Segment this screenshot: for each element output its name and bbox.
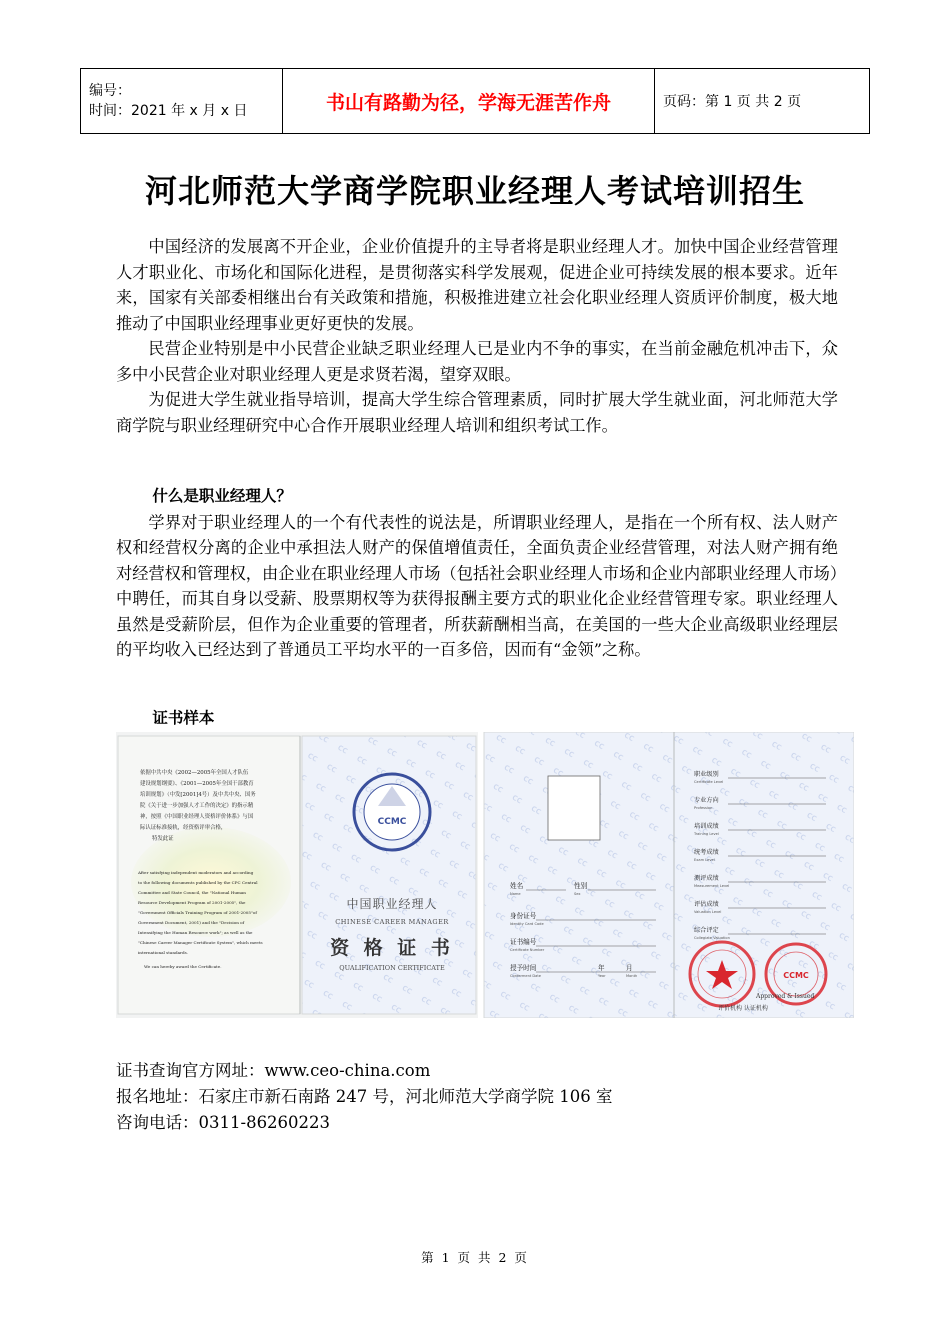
svg-text:Training Level: Training Level xyxy=(694,832,719,836)
left-en-line: Resource Development Program of 2001-2005", the xyxy=(138,900,246,905)
svg-text:Certificate Level: Certificate Level xyxy=(694,780,724,784)
cover-title-cn: 资 格 证 书 xyxy=(330,937,454,959)
left-en-line: international standards. xyxy=(138,950,189,955)
what-section xyxy=(116,484,838,663)
svg-text:Measurement Level: Measurement Level xyxy=(694,884,730,888)
certificate-svg xyxy=(116,732,854,1018)
svg-text:职业级别: 职业级别 xyxy=(694,771,719,778)
svg-text:培训成绩: 培训成绩 xyxy=(694,823,719,830)
svg-text:Collegiate Valuation: Collegiate Valuation xyxy=(694,936,730,940)
svg-text:Sex: Sex xyxy=(574,892,581,896)
number-label: 编号： xyxy=(89,83,131,99)
certificate-heading: 证书样本 xyxy=(152,709,215,727)
svg-text:Identity Card Code: Identity Card Code xyxy=(510,922,544,926)
what-heading: 什么是职业经理人？ xyxy=(152,487,292,505)
svg-text:Year: Year xyxy=(598,974,606,978)
contact-section xyxy=(116,1058,612,1136)
left-en-line: to the following documents published by the CPC Central xyxy=(138,880,258,885)
left-en-line: "Chinese Career Manager Certificate System", which meets xyxy=(138,940,263,945)
intro-paragraph-3: 为促进大学生就业指导培训，提高大学生综合管理素质，同时扩展大学生就业面，河北师范大学商学院与职业经理研究中心合作开展职业经理人培训和组织考试工作。 xyxy=(116,390,838,435)
field-id-label: 身份证号 xyxy=(510,912,537,920)
left-cn-line: 特发此证 xyxy=(152,836,174,842)
field-name-label: 姓名 xyxy=(510,882,524,890)
time-label: 时间：2021 年 x 月 x 日 xyxy=(89,103,248,119)
cover-title-en: QUALIFICATION CERTIFICATE xyxy=(339,964,445,972)
phone-line: 咨询电话：0311-86260223 xyxy=(116,1113,331,1132)
ccmc-logo-icon xyxy=(354,774,430,850)
intro-section xyxy=(116,234,838,438)
approved-label: Approved & Issued xyxy=(756,993,815,1000)
svg-text:Valuation Level: Valuation Level xyxy=(694,910,722,914)
cover-cn: 中国职业经理人 xyxy=(346,897,438,911)
left-cn-line: 际认证标准接轨，经资格评审合格， xyxy=(140,825,227,831)
svg-text:Month: Month xyxy=(626,974,638,978)
field-year-label: 年 xyxy=(598,964,605,972)
svg-text:Conferment Date: Conferment Date xyxy=(510,974,542,978)
logo-text: CCMC xyxy=(377,817,407,827)
certificate-heading-wrap xyxy=(116,706,838,732)
svg-text:综合评定: 综合评定 xyxy=(694,927,719,934)
header-meta xyxy=(81,69,283,134)
svg-text:Exam Level: Exam Level xyxy=(694,858,715,862)
svg-text:Certificate Number: Certificate Number xyxy=(510,948,545,952)
svg-text:Profession: Profession xyxy=(694,806,713,810)
address-line: 报名地址：石家庄市新石南路 247 号，河北师范大学商学院 106 室 xyxy=(116,1087,613,1106)
field-month-label: 月 xyxy=(626,964,633,972)
left-en-line: Intensifying the Human Resource work"; as well as the xyxy=(138,930,253,935)
motto: 书山有路勤为径，学海无涯苦作舟 xyxy=(283,69,655,134)
svg-text:CCMC: CCMC xyxy=(783,971,809,980)
left-cn-line: 建设规划纲要》、《2001—2005年全国干部教育 xyxy=(140,781,254,787)
left-cn-line: 神，按照《中国职业经理人资格评价体系》与国 xyxy=(140,814,254,820)
svg-text:测评成绩: 测评成绩 xyxy=(694,875,719,882)
page-title: 河北师范大学商学院职业经理人考试培训招生 xyxy=(144,172,805,210)
field-sex-label: 性别 xyxy=(574,882,588,890)
svg-text:统考成绩: 统考成绩 xyxy=(694,849,719,856)
left-cn-line: 依据中共中央《2002—2005年全国人才队伍 xyxy=(140,770,249,776)
left-en-line: Government Document, 2001) and the "Decision of xyxy=(138,920,245,925)
field-date-label: 授予时间 xyxy=(510,964,537,972)
page-label: 页码：第 1 页 共 2 页 xyxy=(655,69,870,134)
photo-frame xyxy=(548,776,600,840)
svg-text:Name: Name xyxy=(510,892,521,896)
left-cn-line: 院《关于进一步加强人才工作的决定》的指示精 xyxy=(140,803,254,809)
left-en-line: "Government Officials Training Program of 2001-2005"of xyxy=(138,910,257,915)
issuers-label: 评价机构 认证机构 xyxy=(718,1005,768,1012)
cover-en: CHINESE CAREER MANAGER xyxy=(335,918,449,926)
header-table xyxy=(80,68,870,134)
field-cert-no-label: 证书编号 xyxy=(510,938,537,946)
left-cn-line: 培训规划》（中发[2001]4号）及中共中央、国务 xyxy=(140,792,256,798)
left-en-line: Committee and State Council, the "National Human xyxy=(138,890,246,895)
certificate-sample xyxy=(116,732,854,1018)
what-paragraph: 学界对于职业经理人的一个有代表性的说法是，所谓职业经理人，是指在一个所有权、法人财产权和经营权分离的企业中承担法人财产的保值增值责任，全面负责企业经营管理，对法人财产拥有绝对经营权和管理权，由企业在职业经理人市场（包括社会职业经理人市场和企业内部职业经理人市场）中聘任，而其自身以受薪、股票期权等为获得报酬主要方式的职业化企业经营管理专家。职业经理人虽然是受薪阶层，但作为企业重要的管理者，所获薪酬相当高，在美国的一些大企业高级职业经理层的平均收入已经达到了普通员工平均水平的一百多倍，因而有“金领”之称。 xyxy=(116,512,838,659)
svg-text:评估成绩: 评估成绩 xyxy=(694,901,719,908)
page-footer: 第 1 页 共 2 页 xyxy=(421,1250,529,1265)
left-en-line: After satisfying independent moderators and according xyxy=(138,870,254,875)
left-en-line: We can hereby award the Certificate. xyxy=(144,964,222,969)
svg-text:专业方向: 专业方向 xyxy=(694,797,719,804)
intro-paragraph-2: 民营企业特别是中小民营企业缺乏职业经理人已是业内不争的事实，在当前金融危机冲击下，众多中小民营企业对职业经理人更是求贤若渴，望穿双眼。 xyxy=(116,339,838,384)
intro-paragraph-1: 中国经济的发展离不开企业，企业价值提升的主导者将是职业经理人才。加快中国企业经营管理人才职业化、市场化和国际化进程，是贯彻落实科学发展观，促进企业可持续发展的根本要求。近年来，国家有关部委相继出台有关政策和措施，积极推进建立社会化职业经理人资质评价制度，极大地推动了中国职业经理事业更好更快的发展。 xyxy=(116,237,838,333)
website-line: 证书查询官方网址：www.ceo-china.com xyxy=(116,1061,431,1080)
